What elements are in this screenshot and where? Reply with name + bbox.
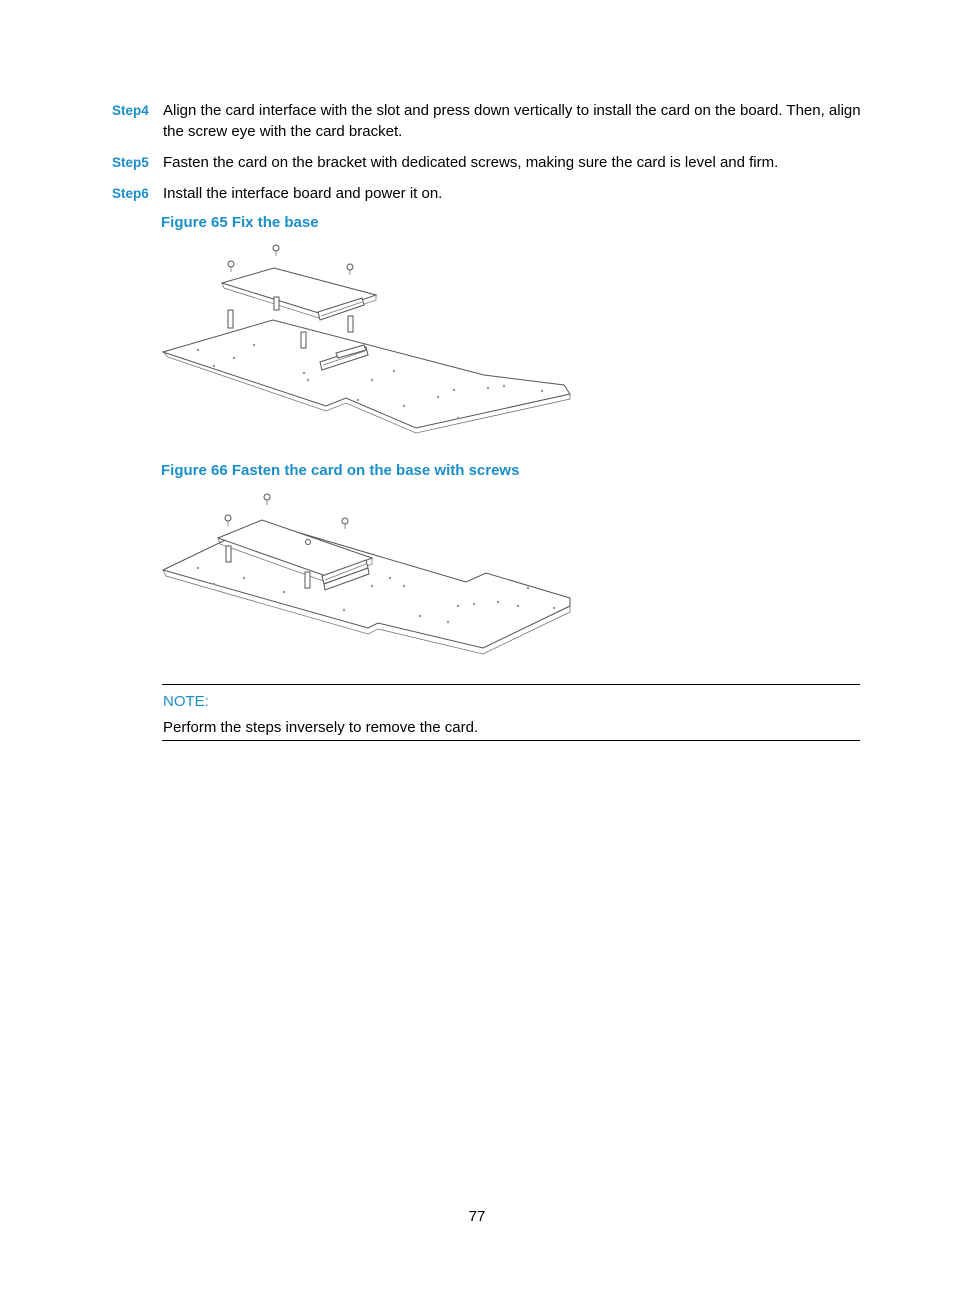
figure-66-illustration — [158, 488, 578, 663]
note-title: NOTE: — [163, 693, 209, 710]
figure-65-illustration — [158, 240, 578, 435]
step-label: Step6 — [112, 186, 149, 201]
step-text: Install the interface board and power it on. — [163, 185, 443, 202]
page-number: 77 — [468, 1208, 486, 1225]
step-label: Step5 — [112, 155, 149, 170]
note-text: Perform the steps inversely to remove the card. — [163, 719, 479, 736]
step-text: Align the card interface with the slot and press down vertically to install the card on the board. Then, align the screw eye with the card bracket. — [163, 102, 861, 140]
figure-65-caption: Figure 65 Fix the base — [161, 214, 319, 231]
step-text: Fasten the card on the bracket with dedicated screws, making sure the card is level and firm. — [163, 154, 779, 171]
note-box — [162, 684, 860, 741]
step-label: Step4 — [112, 103, 149, 118]
figure-66-caption: Figure 66 Fasten the card on the base with screws — [161, 462, 520, 479]
